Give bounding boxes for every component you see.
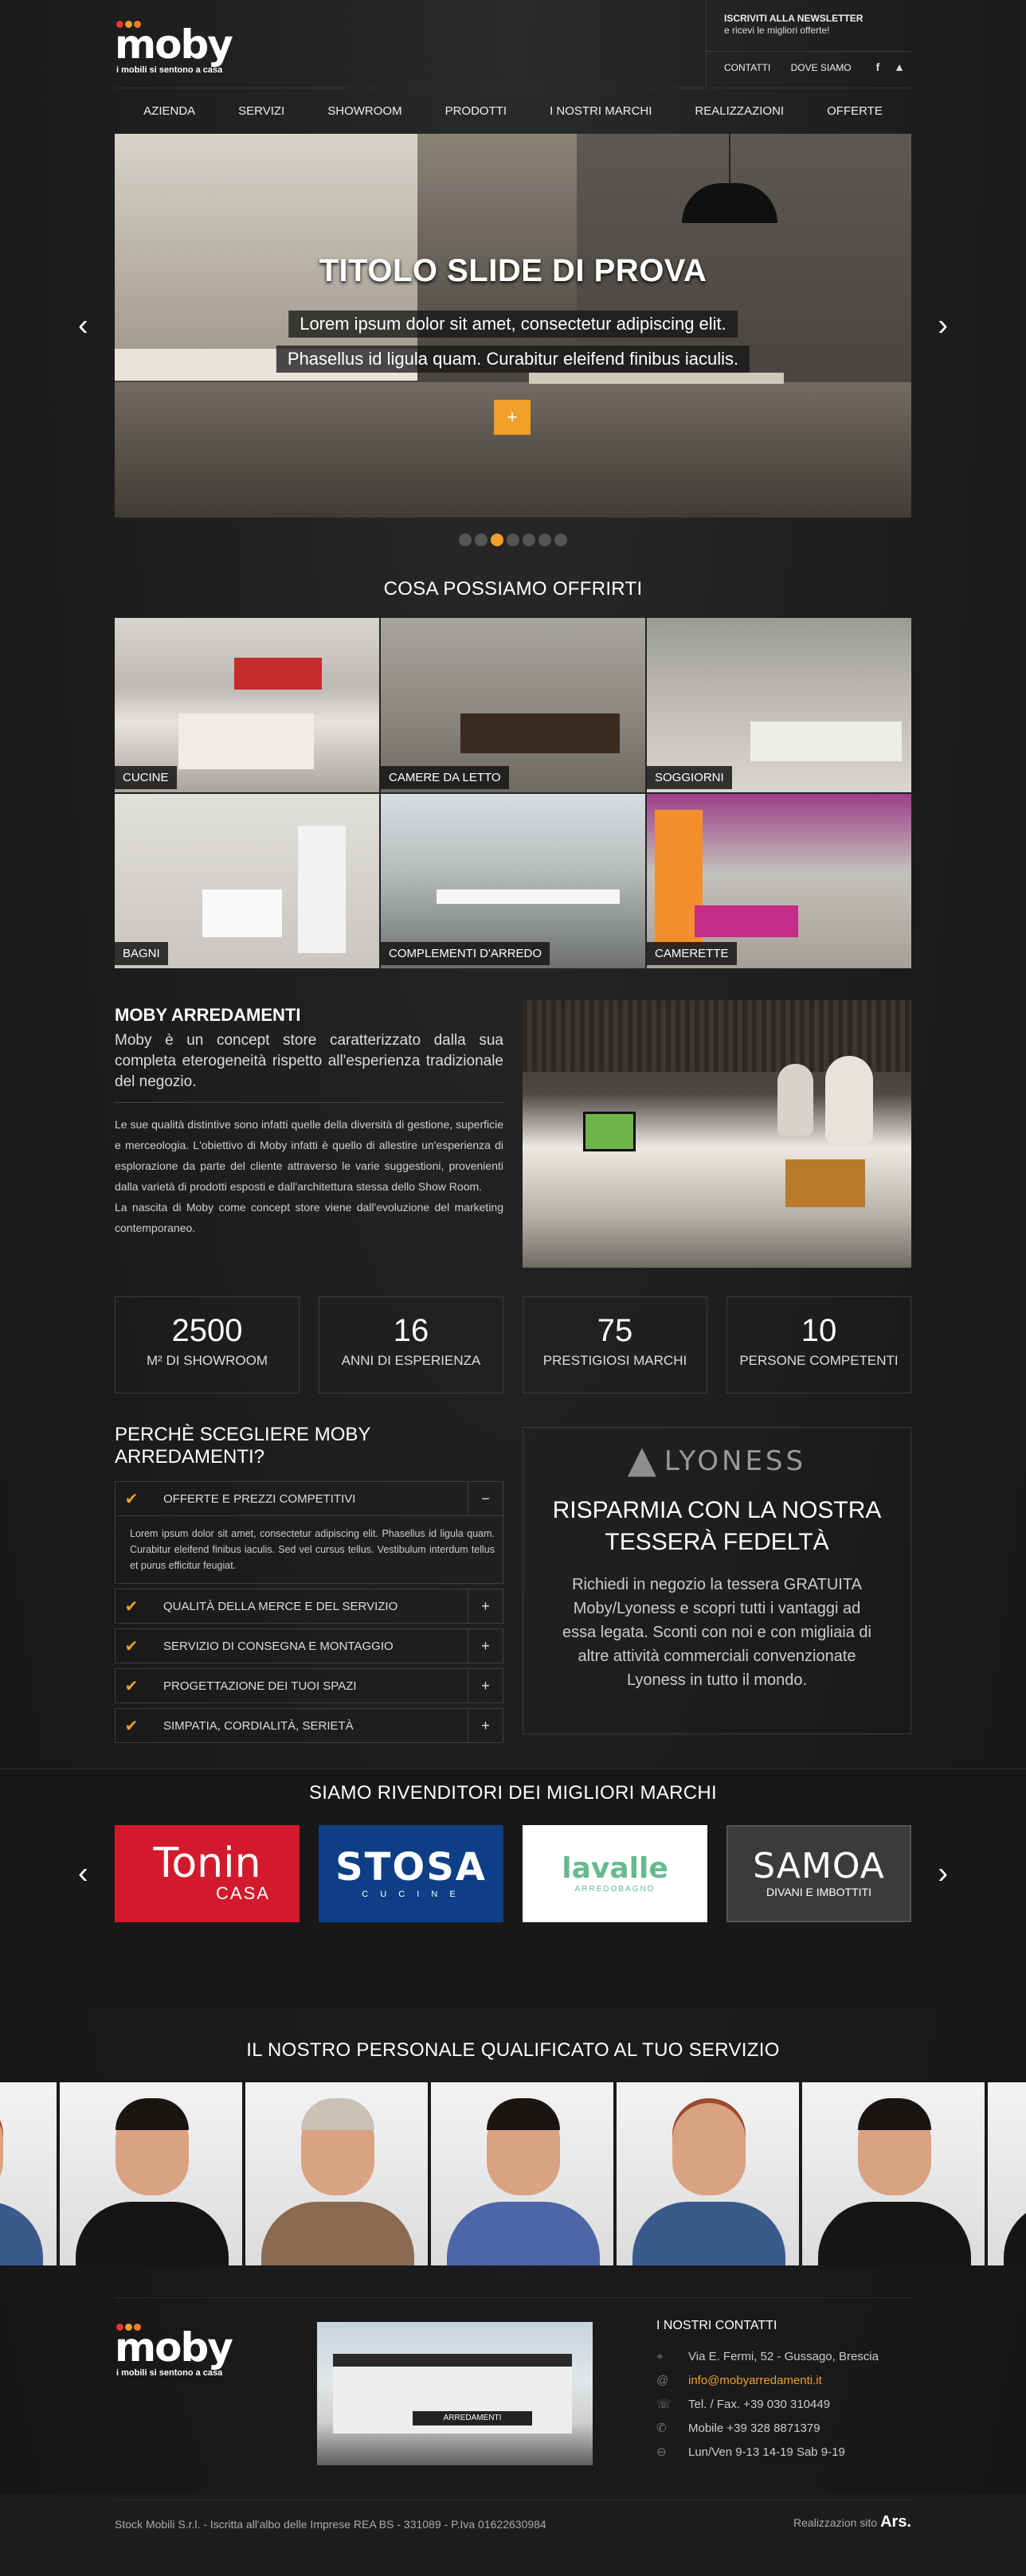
- phone-icon: ✆: [656, 2422, 667, 2435]
- service-tile-cucine[interactable]: [115, 618, 379, 792]
- accordion-label: OFFERTE E PREZZI COMPETITIVI: [163, 1491, 356, 1506]
- why-row: [115, 1424, 911, 1748]
- service-label: CAMERETTE: [647, 942, 737, 965]
- stat-caption: PERSONE COMPETENTI: [739, 1353, 899, 1368]
- stat-box: [115, 1296, 300, 1394]
- store-photo: [317, 2322, 593, 2465]
- service-label: COMPLEMENTI D'ARREDO: [381, 942, 550, 965]
- service-label: CAMERE DA LETTO: [381, 766, 509, 789]
- top-links: [724, 62, 869, 73]
- brand-lavalle[interactable]: lavalle ARREDOBAGNO: [523, 1825, 707, 1922]
- staff-photo: [431, 2082, 615, 2265]
- slider-prev-icon[interactable]: ‹: [78, 308, 88, 342]
- brands-prev-icon[interactable]: ‹: [78, 1856, 88, 1890]
- brand-stosa[interactable]: STOSA C U C I N E: [319, 1825, 503, 1922]
- slider-dot[interactable]: [523, 534, 535, 546]
- service-tile-complementi[interactable]: [381, 794, 645, 968]
- accordion-label: SERVIZIO DI CONSEGNA E MONTAGGIO: [163, 1639, 394, 1653]
- logo-tagline: i mobili si sentono a casa: [116, 65, 223, 75]
- main-nav: [115, 88, 911, 134]
- staff-photo: [988, 2082, 1026, 2265]
- mail-icon: @: [656, 2373, 669, 2387]
- lyoness-box: [523, 1427, 911, 1734]
- site-footer: [115, 2297, 911, 2500]
- dove-siamo-link[interactable]: DOVE SIAMO: [790, 62, 852, 73]
- map-pin-icon: ⌖: [656, 2349, 664, 2363]
- services-grid: [115, 618, 911, 968]
- accordion-item-qualita[interactable]: [115, 1589, 503, 1624]
- brands-carousel: [78, 1825, 948, 1922]
- stat-caption: M² DI SHOWROOM: [146, 1353, 268, 1368]
- about-title: MOBY ARREDAMENTI: [115, 1005, 301, 1025]
- nav-realizzazioni[interactable]: REALIZZAZIONI: [695, 104, 785, 118]
- contacts-block: [656, 2319, 911, 2464]
- check-icon: ✔: [124, 1490, 139, 1508]
- about-body-1: Le sue qualità distintive sono infatti quelle della diversità di gestione, superficie e merceologia. L'obiettivo di Moby infatti è quello di allestire un'esperienza di esplorazione da parte del cliente attraverso le varie suggestioni, provenienti dalla varietà di prodotti esposti e dall'architettura stessa dello Show Room.: [115, 1118, 503, 1193]
- staff-photo: [802, 2082, 986, 2265]
- slider-dot[interactable]: [491, 534, 503, 546]
- accordion-label: SIMPATIA, CORDIALITÀ, SERIETÀ: [163, 1718, 354, 1733]
- site-header: [115, 0, 911, 88]
- slider-dot[interactable]: [507, 534, 519, 546]
- stats-row: [115, 1296, 911, 1394]
- check-icon: ✔: [124, 1677, 139, 1695]
- check-icon: ✔: [124, 1637, 139, 1655]
- social-links: [865, 61, 905, 73]
- facebook-icon[interactable]: f: [875, 61, 880, 73]
- about-text: [115, 1000, 503, 1268]
- accordion-body: Lorem ipsum dolor sit amet, consectetur adipiscing elit. Phasellus id ligula quam. Curabitur eleifend finibus iaculis. Sed vel cursus tellus. Vestibulum interdum tellus et purus efficitur feugiat.: [115, 1516, 503, 1584]
- stat-number: 75: [597, 1313, 633, 1348]
- footer-logo[interactable]: [115, 2319, 234, 2378]
- newsletter-subtitle: e ricevi le migliori offerte!: [724, 25, 830, 36]
- logo-wordmark: moby: [115, 2324, 232, 2371]
- brands-section: [0, 1769, 1026, 2007]
- contatti-link[interactable]: CONTATTI: [724, 62, 771, 73]
- contact-phone: ☏ Tel. / Fax. +39 030 310449: [656, 2397, 831, 2411]
- staff-title: IL NOSTRO PERSONALE QUALIFICATO AL TUO SERVIZIO: [246, 2039, 780, 2061]
- service-tile-soggiorni[interactable]: [647, 618, 911, 792]
- stat-number: 2500: [171, 1313, 243, 1348]
- check-icon: ✔: [124, 1717, 139, 1735]
- accordion-label: PROGETTAZIONE DEI TUOI SPAZI: [163, 1679, 357, 1693]
- hero-slider: [78, 134, 948, 518]
- showroom-image: [523, 1000, 911, 1268]
- stat-caption: PRESTIGIOSI MARCHI: [542, 1353, 687, 1368]
- nav-marchi[interactable]: I NOSTRI MARCHI: [550, 104, 652, 118]
- service-label: SOGGIORNI: [647, 766, 732, 789]
- contact-address: ⌖ Via E. Fermi, 52 - Gussago, Brescia: [656, 2349, 879, 2363]
- newsletter-link[interactable]: [724, 13, 863, 37]
- slider-dot[interactable]: [459, 534, 472, 546]
- staff-strip: [0, 2082, 1026, 2265]
- store-sign: ARREDAMENTI: [413, 2411, 532, 2426]
- brands-title: SIAMO RIVENDITORI DEI MIGLIORI MARCHI: [308, 1782, 718, 1804]
- about-section: [115, 1000, 911, 1268]
- stat-number: 10: [801, 1313, 837, 1348]
- accordion-item-progettazione[interactable]: [115, 1668, 503, 1703]
- lyoness-icon[interactable]: ▲: [894, 61, 905, 73]
- lyoness-title: RISPARMIA CON LA NOSTRA TESSERÀ FEDELTÀ: [552, 1497, 882, 1555]
- contact-mobile: ✆ Mobile +39 328 8871379: [656, 2421, 820, 2435]
- nav-offerte[interactable]: OFFERTE: [827, 104, 883, 118]
- brands-next-icon[interactable]: ›: [938, 1856, 948, 1890]
- fax-icon: ☏: [656, 2398, 672, 2411]
- accordion-item-offerte[interactable]: [115, 1481, 503, 1516]
- lyoness-text: Richiedi in negozio la tessera GRATUITA Moby/Lyoness e scopri tutti i vantaggi ad essa legata. Sconti con noi e con migliaia di altre attività commerciali convenzionate Lyoness in tutto il mondo.: [562, 1576, 871, 1689]
- stat-number: 16: [393, 1313, 429, 1348]
- slide-caption-2: Phasellus id ligula quam. Curabitur eleifend finibus iaculis.: [276, 346, 750, 373]
- contact-hours: ⊖ Lun/Ven 9-13 14-19 Sab 9-19: [656, 2445, 845, 2459]
- staff-photo: [245, 2082, 429, 2265]
- why-accordion: [115, 1424, 503, 1748]
- lyoness-logo: LYONESS: [523, 1445, 910, 1477]
- check-icon: ✔: [124, 1597, 139, 1616]
- why-title: PERCHÈ SCEGLIERE MOBY ARREDAMENTI?: [115, 1424, 370, 1468]
- stat-box: [523, 1296, 707, 1394]
- clock-icon: ⊖: [656, 2445, 667, 2459]
- slide-title: TITOLO SLIDE DI PROVA: [319, 253, 707, 288]
- service-label: CUCINE: [115, 766, 177, 789]
- slider-dot[interactable]: [554, 534, 567, 546]
- service-label: BAGNI: [115, 942, 168, 965]
- expand-icon[interactable]: +: [468, 1589, 503, 1623]
- accordion-item-simpatia[interactable]: [115, 1708, 503, 1743]
- newsletter-title: ISCRIVITI ALLA NEWSLETTER: [724, 13, 863, 24]
- about-lead: Moby è un concept store caratterizzato dalla sua completa eterogeneità rispetto all'esperienza tradizionale del negozio.: [115, 1032, 503, 1090]
- slider-next-icon[interactable]: ›: [938, 308, 948, 342]
- expand-icon[interactable]: +: [468, 1629, 503, 1663]
- staff-photo: [60, 2082, 244, 2265]
- nav-azienda[interactable]: AZIENDA: [143, 104, 196, 118]
- lyoness-mark-icon: [628, 1448, 656, 1477]
- staff-photo: [617, 2082, 801, 2265]
- brand-tonin[interactable]: Tonin CASA: [115, 1825, 300, 1922]
- slide-more-button[interactable]: +: [494, 400, 531, 435]
- footer-bottom: [115, 2500, 911, 2576]
- nav-servizi[interactable]: SERVIZI: [238, 104, 285, 118]
- about-body-2: La nascita di Moby come concept store viene dall'evoluzione del marketing contemporaneo.: [115, 1201, 503, 1234]
- slider-dot[interactable]: [475, 534, 488, 546]
- logo-tagline: i mobili si sentono a casa: [116, 2368, 223, 2378]
- contacts-title: I NOSTRI CONTATTI: [656, 2319, 777, 2332]
- logo-wordmark: moby: [115, 21, 232, 68]
- accordion-item-consegna[interactable]: [115, 1628, 503, 1663]
- header-utility: [706, 0, 911, 88]
- expand-icon[interactable]: +: [468, 1709, 503, 1742]
- service-tile-camerette[interactable]: [647, 794, 911, 968]
- nav-prodotti[interactable]: PRODOTTI: [444, 104, 507, 118]
- legal-text: Stock Mobili S.r.l. - Iscritta all'albo delle Imprese REA BS - 331089 - P.Iva 01622630984: [115, 2518, 546, 2531]
- slide-caption-1: Lorem ipsum dolor sit amet, consectetur adipiscing elit.: [288, 311, 738, 338]
- credit[interactable]: Realizzazion sito Ars.: [793, 2513, 911, 2531]
- service-tile-camere[interactable]: [381, 618, 645, 792]
- accordion-label: QUALITÀ DELLA MERCE E DEL SERVIZIO: [163, 1599, 398, 1613]
- staff-photo: [0, 2082, 58, 2265]
- nav-showroom[interactable]: SHOWROOM: [327, 104, 402, 118]
- slider-dots: [115, 534, 911, 549]
- stat-box: [319, 1296, 503, 1394]
- stat-box: [726, 1296, 911, 1394]
- moby-logo[interactable]: [115, 16, 234, 75]
- slider-dot[interactable]: [538, 534, 551, 546]
- expand-icon[interactable]: +: [468, 1669, 503, 1702]
- brand-samoa[interactable]: SAMOA DIVANI E IMBOTTITI: [726, 1825, 911, 1922]
- collapse-icon[interactable]: −: [468, 1482, 503, 1515]
- stat-caption: ANNI DI ESPERIENZA: [341, 1353, 481, 1368]
- service-tile-bagni[interactable]: [115, 794, 379, 968]
- contact-email[interactable]: @ info@mobyarredamenti.it: [656, 2373, 822, 2387]
- services-title: COSA POSSIAMO OFFRIRTI: [383, 578, 643, 600]
